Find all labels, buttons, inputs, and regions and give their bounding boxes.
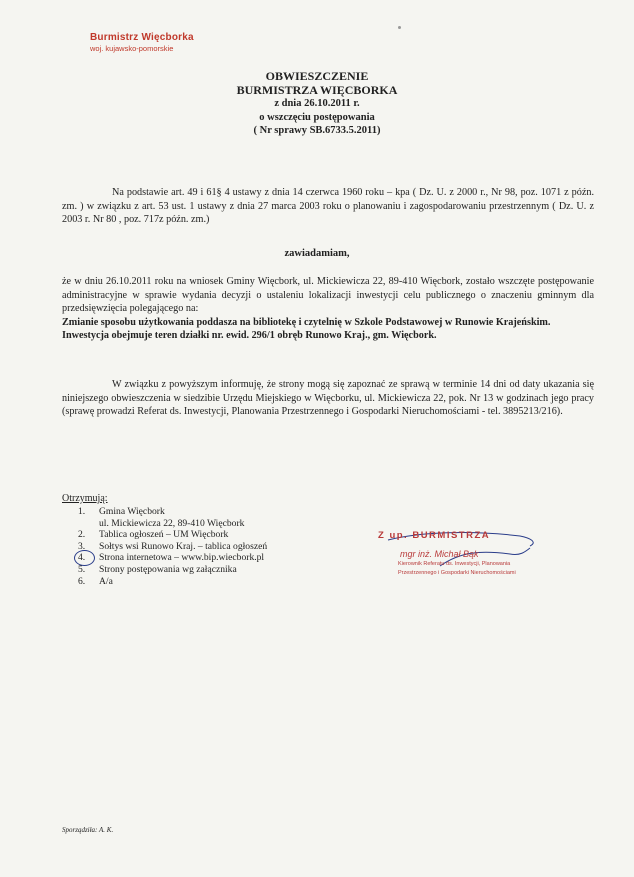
recipient-item: 4. Strona internetowa – www.bip.wiecbork.pl xyxy=(78,552,267,564)
information-paragraph: W związku z powyższym informuję, że strony mogą się zapoznać ze sprawą w terminie 14 dni od daty ukazania się niniejszego obwieszczenia w siedzibie Urzędu Miejskiego w Więcborku, ul. Mickiewicza 22, pok. Nr 13 w godzinach jego pracy (sprawę prowadzi Referat ds. Inwestycji, Planowania Przestrzennego i Gospodarki Nieruchomościami - tel. 3895213/216). xyxy=(62,379,594,418)
recipient-item: 3. Sołtys wsi Runowo Kraj. – tablica ogłoszeń xyxy=(78,540,268,552)
issuer-stamp xyxy=(90,32,194,53)
legal-basis-paragraph: Na podstawie art. 49 i 61§ 4 ustawy z dnia 14 czerwca 1960 roku – kpa ( Dz. U. z 2000 r., Nr 98, poz. 1071 z późn. zm. ) w związku z art. 53 ust. 1 ustawy z dnia 27 marca 2003 roku o planowaniu i zagospodarowaniu przestrzennym ( Dz. U. z 2003 r. Nr 80 , poz. 717z późn. zm.) xyxy=(62,187,594,226)
signatory-name: mgr inż. Michał Bąk xyxy=(400,549,479,559)
recipient-item: 2. Tablica ogłoszeń – UM Więcbork xyxy=(78,529,229,541)
punch-mark xyxy=(398,26,401,29)
signature-stamp xyxy=(378,530,516,576)
issuer-stamp-line2: woj. kujawsko-pomorskie xyxy=(90,44,174,53)
recipient-item: 1. Gmina Więcbork xyxy=(78,506,165,517)
recipient-item: ul. Mickiewicza 22, 89-410 Więcbork xyxy=(99,517,245,529)
signatory-role-line1: Kierownik Referatu ds. Inwestycji, Planowania xyxy=(398,561,511,567)
recipient-item: 6. A/a xyxy=(78,575,113,587)
heading-authority: BURMISTRZA WIĘCBORKA xyxy=(236,82,398,97)
heading-date: z dnia 26.10.2011 r. xyxy=(274,98,360,109)
signatory-role-line2: Przestrzennego i Gospodarki Nieruchomościami xyxy=(398,569,516,576)
prepared-by: Sporządziła: A. K. xyxy=(62,826,114,834)
notification-word: zawiadamiam, xyxy=(284,248,350,259)
heading-case-number: ( Nr sprawy SB.6733.5.2011) xyxy=(253,125,381,136)
recipient-item: 5. Strony postępowania wg załącznika xyxy=(78,563,237,575)
proceedings-text: że w dniu 26.10.2011 roku na wniosek Gminy Więcbork, ul. Mickiewicza 22, 89-410 Więcbork, zostało wszczęte postępowanie administracyjne w sprawie wydania decyzji o ustaleniu lokalizacji inwestycji celu publicznego o znaczeniu gminnym dla przedsięwzięcia polegającego na: xyxy=(62,276,594,315)
investment-location: Inwestycja obejmuje teren działki nr. ewid. 296/1 obręb Runowo Kraj., gm. Więcbork. xyxy=(62,330,437,342)
signature-stamp-authority: Z up. BURMISTRZA xyxy=(378,530,491,541)
document-heading xyxy=(0,70,634,138)
proceedings-paragraph xyxy=(62,275,594,343)
investment-name: Zmianie sposobu użytkowania poddasza na bibliotekę i czytelnię w Szkole Podstawowej w Runowie Krajeńskim. xyxy=(62,316,551,328)
heading-title: OBWIESZCZENIE xyxy=(265,69,369,83)
recipients-list xyxy=(78,506,267,587)
recipients-heading: Otrzymują: xyxy=(62,493,108,504)
issuer-stamp-line1: Burmistrz Więcborka xyxy=(90,32,194,43)
heading-subject: o wszczęciu postępowania xyxy=(259,111,375,123)
